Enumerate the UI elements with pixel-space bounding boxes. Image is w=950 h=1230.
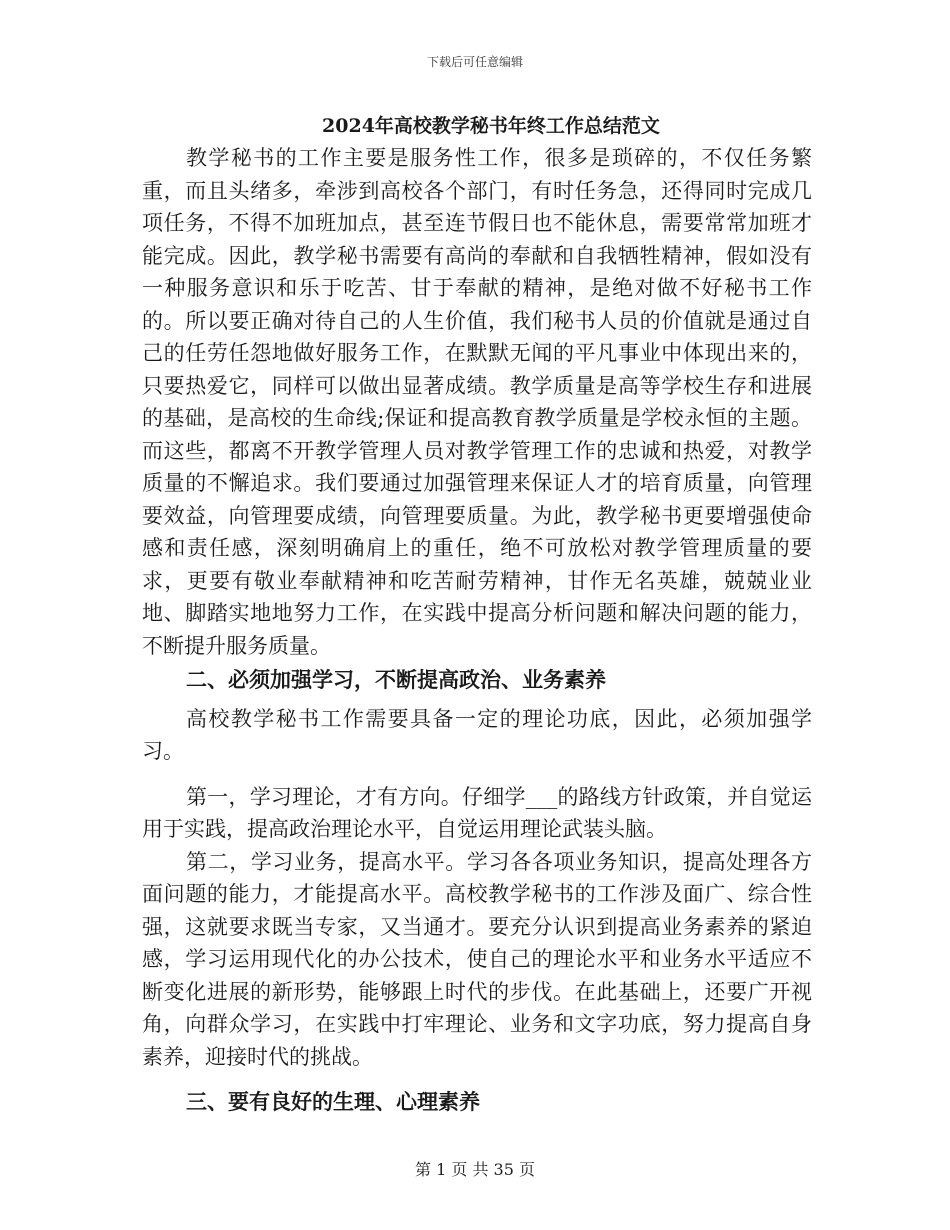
- page-footer-indicator: 第 1 页 共 35 页: [415, 1160, 535, 1179]
- document-title: 2024年高校教学秘书年终工作总结范文: [322, 115, 660, 137]
- section-heading-2: 二、必须加强学习，不断提高政治、业务素养: [186, 667, 606, 692]
- paragraph-study-theory: 第一，学习理论，才有方向。仔细学___的路线方针政策，并自觉运用于实践，提高政治理论水平，自觉运用理论武装头脑。: [142, 784, 812, 841]
- paragraph-intro: 教学秘书的工作主要是服务性工作，很多是琐碎的，不仅任务繁重，而且头绪多，牵涉到高校各个部门，有时任务急，还得同时完成几项任务，不得不加班加点，甚至连节假日也不能休息，需要常常加班才能完成。因此，教学秘书需要有高尚的奉献和自我牺牲精神，假如没有一种服务意识和乐于吃苦、甘于奉献的精神，是绝对做不好秘书工作的。所以要正确对待自己的人生价值，我们秘书人员的价值就是通过自己的任劳任怨地做好服务工作，在默默无闻的平凡事业中体现出来的，只要热爱它，同样可以做出显著成绩。教学质量是高等学校生存和进展的基础，是高校的生命线;保证和提高教育教学质量是学校永恒的主题。而这些，都离不开教学管理人员对教学管理工作的忠诚和热爱，对教学质量的不懈追求。我们要通过加强管理来保证人才的培育质量，向管理要效益，向管理要成绩，向管理要质量。为此，教学秘书更要增强使命感和责任感，深刻明确肩上的重任，绝不可放松对教学管理质量的要求，更要有敬业奉献精神和吃苦耐劳精神，甘作无名英雄，兢兢业业地、脚踏实地地努力工作，在实践中提高分析问题和解决问题的能力，不断提升服务质量。: [142, 146, 812, 658]
- header-edit-note: 下载后可任意编辑: [426, 55, 523, 69]
- paragraph-study-business: 第二，学习业务，提高水平。学习各各项业务知识，提高处理各方面问题的能力，才能提高水平。高校教学秘书的工作涉及面广、综合性强，这就要求既当专家，又当通才。要充分认识到提高业务素养的紧迫感，学习运用现代化的办公技术，使自己的理论水平和业务水平适应不断变化进展的新形势，能够跟上时代的步伐。在此基础上，还要广开视角，向群众学习，在实践中打牢理论、业务和文字功底，努力提高自身素养，迎接时代的挑战。: [142, 849, 812, 1069]
- document-body: [142, 112, 812, 1125]
- paragraph-study-intro: 高校教学秘书工作需要具备一定的理论功底，因此，必须加强学习。: [142, 706, 812, 763]
- section-heading-3: 三、要有良好的生理、心理素养: [186, 1089, 480, 1114]
